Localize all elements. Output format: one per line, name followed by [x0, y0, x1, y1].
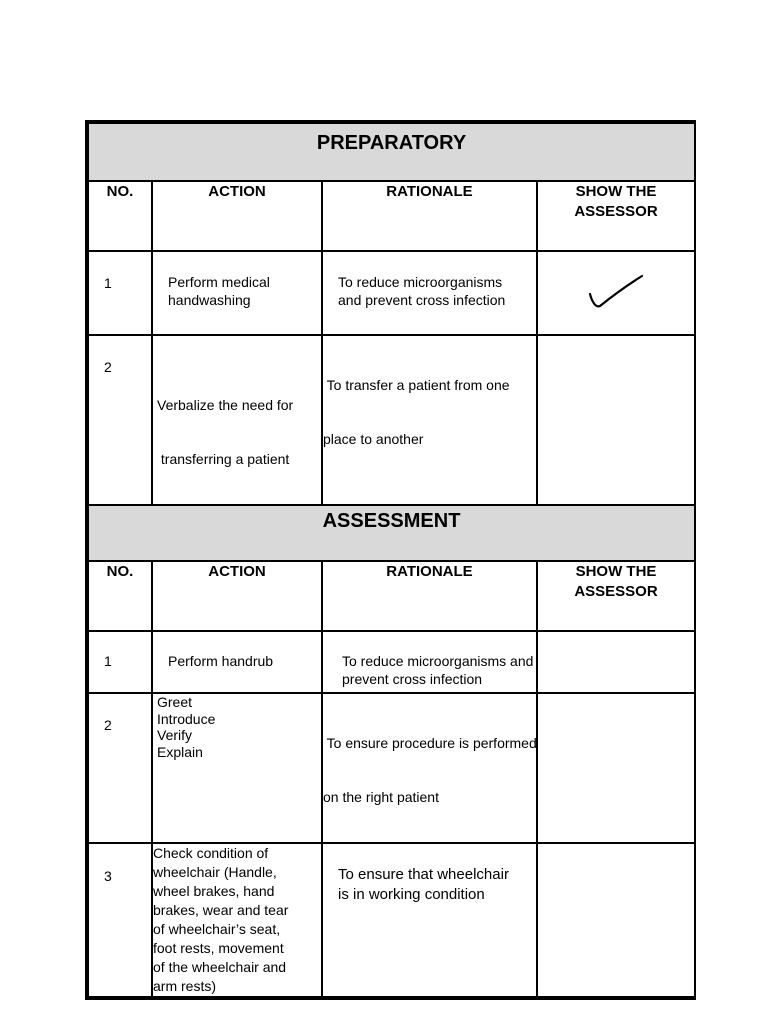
action-line: brakes, wear and tear [153, 902, 289, 918]
check-mark-icon [586, 272, 646, 312]
table-row [88, 251, 695, 335]
rationale-cell [322, 631, 537, 693]
rationale-line: To reduce microorganisms [338, 274, 503, 290]
action-line: Greet [157, 694, 193, 710]
action-cell [152, 335, 322, 505]
column-header-show-assessor [537, 181, 695, 251]
rationale-line: To ensure that wheelchair [338, 866, 509, 883]
column-header-row [88, 181, 695, 251]
show-assessor-cell [537, 693, 695, 843]
action-line: Introduce [157, 710, 216, 727]
column-header-rationale: RATIONALE [322, 181, 537, 251]
section-title: ASSESSMENT [88, 505, 695, 561]
rationale-cell [322, 843, 537, 997]
section-title: PREPARATORY [88, 123, 695, 181]
action-line: Verbalize the need for [157, 397, 294, 413]
show-header-line1: SHOW THE [575, 563, 657, 580]
action-line: arm rests) [153, 978, 216, 994]
row-number: 1 [104, 275, 112, 291]
show-header-line2: ASSESSOR [574, 203, 658, 220]
rationale-cell [322, 251, 537, 335]
row-number-cell [88, 843, 152, 997]
rationale-line: To transfer a patient from one [323, 377, 510, 393]
procedure-checklist-table [87, 122, 696, 998]
action-cell [152, 693, 322, 843]
rationale-line: on the right patient [323, 789, 439, 805]
row-number-cell [88, 693, 152, 843]
show-assessor-cell [537, 843, 695, 997]
action-line: wheelchair (Handle, [153, 864, 277, 880]
rationale-cell [322, 335, 537, 505]
action-cell [152, 251, 322, 335]
rationale-line: To reduce microorganisms and [342, 653, 534, 669]
show-assessor-cell [537, 335, 695, 505]
rationale-line: place to another [323, 431, 424, 447]
action-line: Check condition of [153, 845, 269, 861]
column-header-action: ACTION [152, 561, 322, 631]
show-assessor-cell [537, 251, 695, 335]
column-header-action: ACTION [152, 181, 322, 251]
table-row [88, 335, 695, 505]
section-header-preparatory [88, 123, 695, 181]
rationale-line: is in working condition [338, 886, 485, 903]
row-number: 2 [104, 717, 112, 733]
rationale-line: prevent cross infection [342, 671, 483, 687]
column-header-no: NO. [88, 561, 152, 631]
action-line: of wheelchair’s seat, [153, 921, 281, 937]
rationale-cell [322, 693, 537, 843]
rationale-line: and prevent cross infection [338, 292, 506, 308]
action-line: transferring a patient [157, 451, 290, 467]
row-number: 3 [104, 868, 112, 884]
row-number: 2 [104, 359, 112, 375]
table-row [88, 843, 695, 997]
action-cell [152, 631, 322, 693]
show-assessor-cell [537, 631, 695, 693]
table-row [88, 631, 695, 693]
rationale-line: To ensure procedure is performed [323, 735, 537, 751]
action-line: handwashing [168, 292, 251, 308]
checklist-sheet [85, 120, 696, 1000]
row-number-cell [88, 251, 152, 335]
column-header-no: NO. [88, 181, 152, 251]
action-line: Verify [157, 727, 193, 743]
column-header-show-assessor [537, 561, 695, 631]
row-number-cell [88, 335, 152, 505]
action-line: of the wheelchair and [153, 959, 287, 975]
section-header-assessment [88, 505, 695, 561]
action-line: wheel brakes, hand [153, 883, 275, 899]
action-line: Explain [157, 743, 203, 760]
show-header-line2: ASSESSOR [574, 583, 658, 600]
action-line: foot rests, movement [153, 940, 284, 956]
show-header-line1: SHOW THE [575, 183, 657, 200]
action-line: Perform handrub [168, 653, 274, 669]
action-cell [152, 843, 322, 997]
action-line: Perform medical [168, 274, 270, 290]
column-header-rationale: RATIONALE [322, 561, 537, 631]
table-row [88, 693, 695, 843]
row-number: 1 [104, 653, 112, 669]
row-number-cell [88, 631, 152, 693]
column-header-row [88, 561, 695, 631]
